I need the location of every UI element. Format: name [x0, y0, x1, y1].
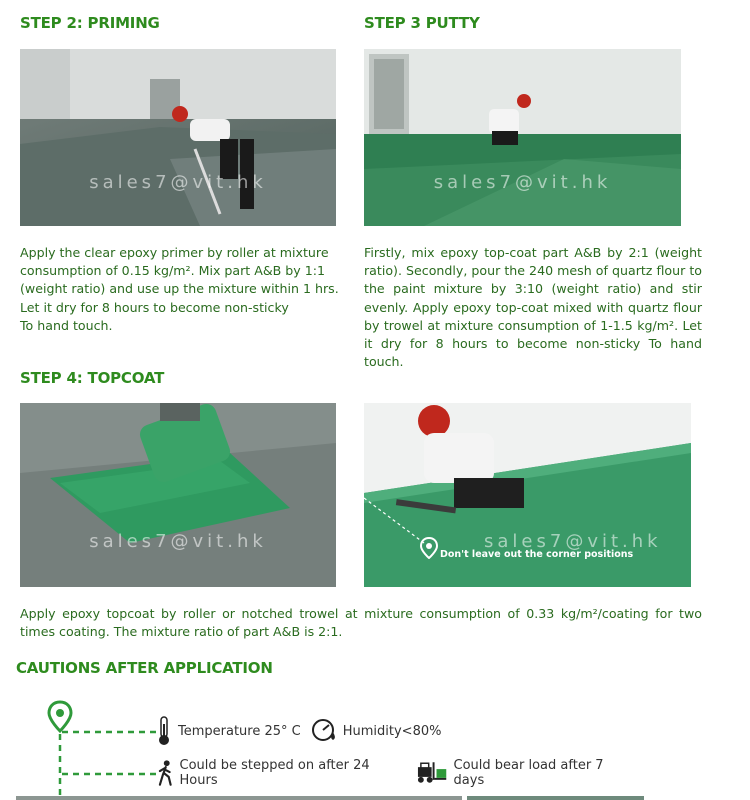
humidity-gauge-icon — [311, 718, 339, 744]
thermometer-icon — [156, 716, 172, 746]
step4-watermark-right: sales7@vit.hk — [484, 531, 662, 552]
forklift-icon — [416, 761, 449, 785]
step4-heading: STEP 4: TOPCOAT — [20, 369, 165, 387]
dashed-connector — [62, 772, 158, 776]
step2-heading: STEP 2: PRIMING — [20, 14, 160, 32]
dashed-connector — [62, 730, 158, 734]
location-pin-icon — [46, 700, 74, 800]
step3-photo — [364, 49, 681, 226]
step4-photo-left — [20, 403, 336, 587]
humidity-text: Humidity<80% — [342, 723, 442, 739]
stepped-text: Could be stepped on after 24 Hours — [179, 758, 370, 788]
step2-caption — [20, 244, 340, 335]
bottom-photo-strip-left — [16, 796, 462, 800]
load-text: Could bear load after 7 days — [453, 758, 604, 788]
step4-caption: Apply epoxy topcoat by roller or notched trowel at mixture consumption of 0.33 kg/m²/coating for two times coating. The mixture ratio of part A&B is 2:1. — [20, 606, 702, 640]
step3-heading: STEP 3 PUTTY — [364, 14, 480, 32]
step4-overlay-text: Don't leave out the corner positions — [440, 549, 634, 560]
step2-line: Let it dry for 8 hours to become non-sticky — [20, 299, 289, 315]
cautions-panel — [16, 686, 644, 800]
location-pin-icon — [420, 537, 438, 559]
step3-caption: Firstly, mix epoxy top-coat part A&B by 2:1 (weight ratio). Secondly, pour the 240 mesh of quartz flour to the paint mixture by 3:10 (weight ratio) and stir evenly. Apply epoxy top-coat mixed with quartz flour by trowel at mixture consumption of 1-1.5 kg/m². Let it dry for 8 hours to become non-sticky To hand touch. — [364, 245, 702, 370]
walking-person-icon — [156, 759, 176, 787]
step2-photo — [20, 49, 336, 226]
cautions-heading: CAUTIONS AFTER APPLICATION — [16, 659, 273, 677]
temperature-text: Temperature 25° C — [178, 723, 301, 739]
step2-line: (weight ratio) and use up the mixture within 1 hrs. — [20, 281, 339, 297]
step2-line: consumption of 0.15 kg/m². Mix part A&B by 1:1 — [20, 263, 326, 279]
bottom-photo-strip-right — [467, 796, 644, 800]
step2-line: Apply the clear epoxy primer by roller at mixture — [20, 245, 329, 260]
step3-watermark: sales7@vit.hk — [433, 172, 612, 193]
step2-watermark: sales7@vit.hk — [89, 172, 267, 193]
step4-watermark-left: sales7@vit.hk — [89, 531, 267, 552]
step4-photo-right — [364, 403, 691, 587]
step2-line: To hand touch. — [20, 317, 113, 333]
